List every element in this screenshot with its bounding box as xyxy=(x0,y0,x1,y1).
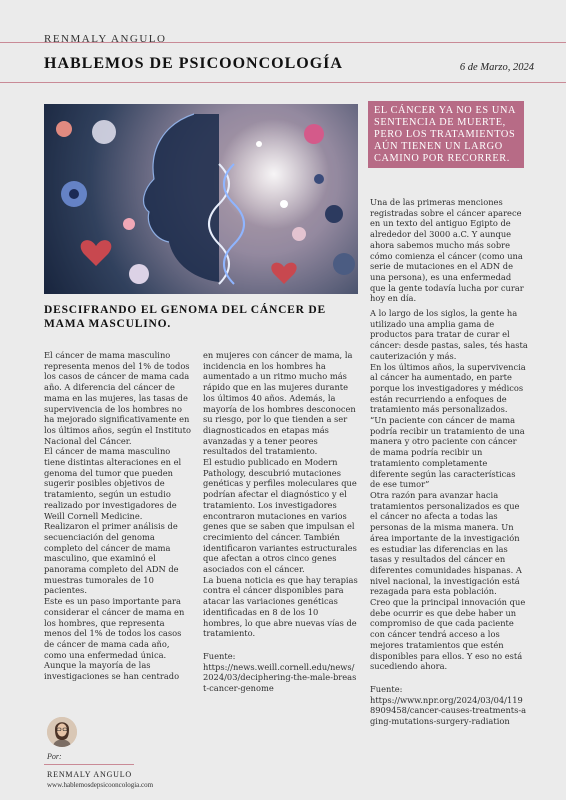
hero-image xyxy=(44,104,358,294)
source-label: Fuente: xyxy=(370,683,403,694)
paragraph: En los últimos años, la supervivencia al cáncer ha aumentado, en parte porque los investigadores y médicos están recurriendo a enfoques de tratamiento más personalizados. xyxy=(370,361,526,415)
avatar-photo xyxy=(47,717,77,747)
paragraph: Creo que la principal innovación que debe ocurrir es que debe haber un compromiso de que cada paciente con cáncer tendrá acceso a los mejores tratamientos que estén disponibles para ellos. Y eso no está sucediendo ahora. xyxy=(370,597,526,672)
hero-illustration xyxy=(44,104,358,294)
paragraph: El estudio publicado en Modern Pathology, descubrió mutaciones genéticas y perfiles moleculares que podrían afectar el diagnóstico y el tratamiento. Los investigadores encontraron mutaciones en varios genes que se saben que impulsan el crecimiento del cáncer. También identificaron variantes estructurales que afectan a otros cinco genes asociados con el cáncer. xyxy=(203,457,357,575)
paragraph: Otra razón para avanzar hacia tratamientos personalizados es que el cáncer no afecta a todas las personas de la misma manera. Un área importante de la investigación es estudiar las diferencias en las tasas y resultados del cáncer en diferentes comunidades hispanas. A nivel nacional, la investigación está rezagada para esta población. xyxy=(370,489,522,597)
author-avatar xyxy=(47,717,77,747)
source-link[interactable]: https://news.weill.cornell.edu/news/2024/03/deciphering-the-male-breast-cancer-genome xyxy=(203,661,357,694)
paragraph: Realizaron el primer análisis de secuenciación del genoma completo del cáncer de mama masculino, que examinó el panorama completo del ADN de muestras tumorales de 10 pacientes. xyxy=(44,521,179,596)
paragraph: A lo largo de los siglos, la gente ha utilizado una amplia gama de productos para tratar de curar el cáncer: desde pastas, sales, tés hasta cauterización y más. xyxy=(370,308,528,361)
paragraph: “Un paciente con cáncer de mama podría recibir un tratamiento de una manera y otro paciente con cáncer de mama podría recibir un tratamiento completamente diferente según las características de ese tumor” xyxy=(370,415,525,490)
byline-label: Por: xyxy=(47,752,62,761)
footer-author: RENMALY ANGULO xyxy=(47,770,132,779)
paragraph: El cáncer de mama masculino representa menos del 1% de todos los casos de cáncer de mama cada año. A diferencia del cáncer de mama en las mujeres, las tasas de supervivencia de los hombres no ha mejorado significativamente en los últimos años, según el Instituto Nacional del Cáncer. xyxy=(44,350,191,446)
paragraph: El cáncer de mama masculino tiene distintas alteraciones en el genoma del tumor que pueden sugerir posibles objetivos de tratamiento, según un estudio realizado por investigadores de Weill Cornell Medicine. xyxy=(44,446,182,521)
article-column-1 xyxy=(44,350,194,682)
paragraph: Este es un paso importante para considerar el cáncer de mama en los hombres, que representa menos del 1% de todos los casos de cáncer de mama cada año, como una enfermedad única. xyxy=(44,596,185,660)
header-author: RENMALY ANGULO xyxy=(44,33,167,45)
issue-date: 6 de Marzo, 2024 xyxy=(459,62,534,73)
source-label: Fuente: xyxy=(203,650,236,661)
paragraph: Una de las primeras menciones registradas sobre el cáncer aparece en un texto del antiguo Egipto de alrededor del 3000 a.C. Y aunque ahora sabemos mucho más sobre cómo comienza el cáncer (como una serie de mutaciones en el ADN de una persona), es una enfermedad que la gente todavía lucha por curar hoy en día. xyxy=(370,197,524,304)
paragraph: La buena noticia es que hay terapias contra el cáncer disponibles para atacar las variaciones genéticas identificadas en 8 de los 10 hombres, lo que abre nuevas vías de tratamiento. xyxy=(203,574,358,639)
page-title: HABLEMOS DE PSICOONCOLOGÍA xyxy=(44,55,343,72)
article-column-2 xyxy=(203,350,359,694)
paragraph: Aunque la mayoría de las investigaciones se han centrado xyxy=(44,660,180,682)
pull-quote: EL CÁNCER YA NO ES UNA SENTENCIA DE MUERTE, PERO LOS TRATAMIENTOS AÚN TIENEN UN LARGO CAMINO POR RECORRER. xyxy=(368,101,524,168)
article-column-3 xyxy=(370,197,528,727)
article-headline: DESCIFRANDO EL GENOMA DEL CÁNCER DE MAMA MASCULINO. xyxy=(44,304,326,330)
website-link[interactable]: www.hablemosdepsicooncologia.com xyxy=(47,781,154,789)
header-rule xyxy=(0,82,566,83)
source-link[interactable]: https://www.npr.org/2024/03/04/1198909458/cancer-causes-treatments-aging-mutations-surgery-radiation xyxy=(370,694,527,727)
footer-rule xyxy=(44,764,134,765)
paragraph: en mujeres con cáncer de mama, la incidencia en los hombres ha aumentado a un ritmo mucho más rápido que en las mujeres durante los últimos 40 años. Además, la mayoría de los hombres desconocen su riesgo, por lo que tienden a ser diagnosticados en etapas más avanzadas y a tener peores resultados del tratamiento. xyxy=(203,350,356,457)
